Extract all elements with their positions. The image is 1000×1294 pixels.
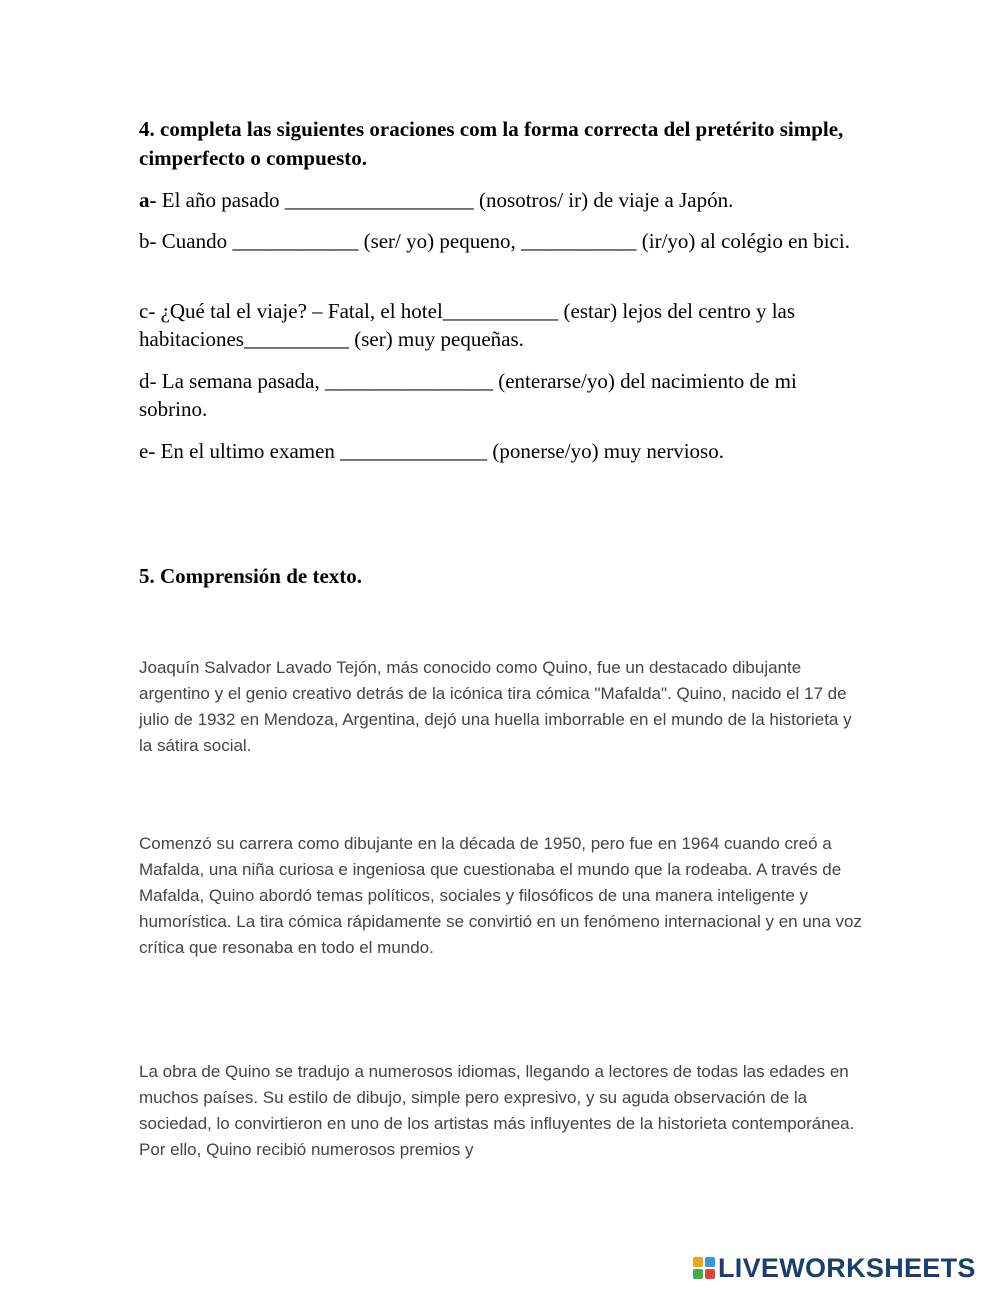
reading-paragraph: Joaquín Salvador Lavado Tejón, más conocido como Quino, fue un destacado dibujante argentino y el genio creativo detrás de la icónica tira cómica "Mafalda". Quino, nacido el 17 de julio de 1932 en Mendoza, Argentina, dejó una huella imborrable en el mundo de la historieta y la sátira social. (139, 658, 852, 755)
sentence-a-marker: a- (139, 188, 157, 212)
liveworksheets-logo (692, 1253, 976, 1283)
logo-text: LIVEWORKSHEETS (718, 1252, 976, 1283)
sentence-c: c- ¿Qué tal el viaje? – Fatal, el hotel___________ (estar) lejos del centro y las habitaciones__________ (ser) muy pequeñas. (139, 299, 796, 351)
sentence-a-text: El año pasado __________________ (nosotros/ ir) de viaje a Japón. (156, 188, 734, 212)
reading-paragraph: Comenzó su carrera como dibujante en la década de 1950, pero fue en 1964 cuando creó a Mafalda, una niña curiosa e ingeniosa que cuestionaba el mundo que la rodeaba. A través de Mafalda, Quino abordó temas políticos, sociales y filosóficos de una manera inteligente y humorística. La tira cómica rápidamente se convirtió en un fenómeno internacional y en una voz crítica que resonaba en todo el mundo. (139, 834, 862, 957)
sentence-a (139, 186, 864, 214)
sentence-d: d- La semana pasada, ________________ (enterarse/yo) del nacimiento de mi sobrino. (139, 369, 797, 421)
sentence-b: b- Cuando ____________ (ser/ yo) pequeno, ___________ (ir/yo) al colégio en bici. (139, 229, 850, 253)
sentence-e: e- En el ultimo examen ______________ (ponerse/yo) muy nervioso. (139, 439, 724, 463)
section-5-title: 5. Comprensión de texto. (139, 564, 363, 588)
section-4-title: 4. completa las siguientes oraciones com la forma correcta del pretérito simple, cimperfecto o compuesto. (139, 117, 844, 170)
liveworksheets-logo-icon (692, 1256, 716, 1280)
reading-paragraph: La obra de Quino se tradujo a numerosos idiomas, llegando a lectores de todas las edades en muchos países. Su estilo de dibujo, simple pero expresivo, y su aguda observación de la sociedad, lo convirtieron en uno de los artistas más influyentes de la historieta contemporánea. Por ello, Quino recibió numerosos premios y (139, 1062, 855, 1159)
